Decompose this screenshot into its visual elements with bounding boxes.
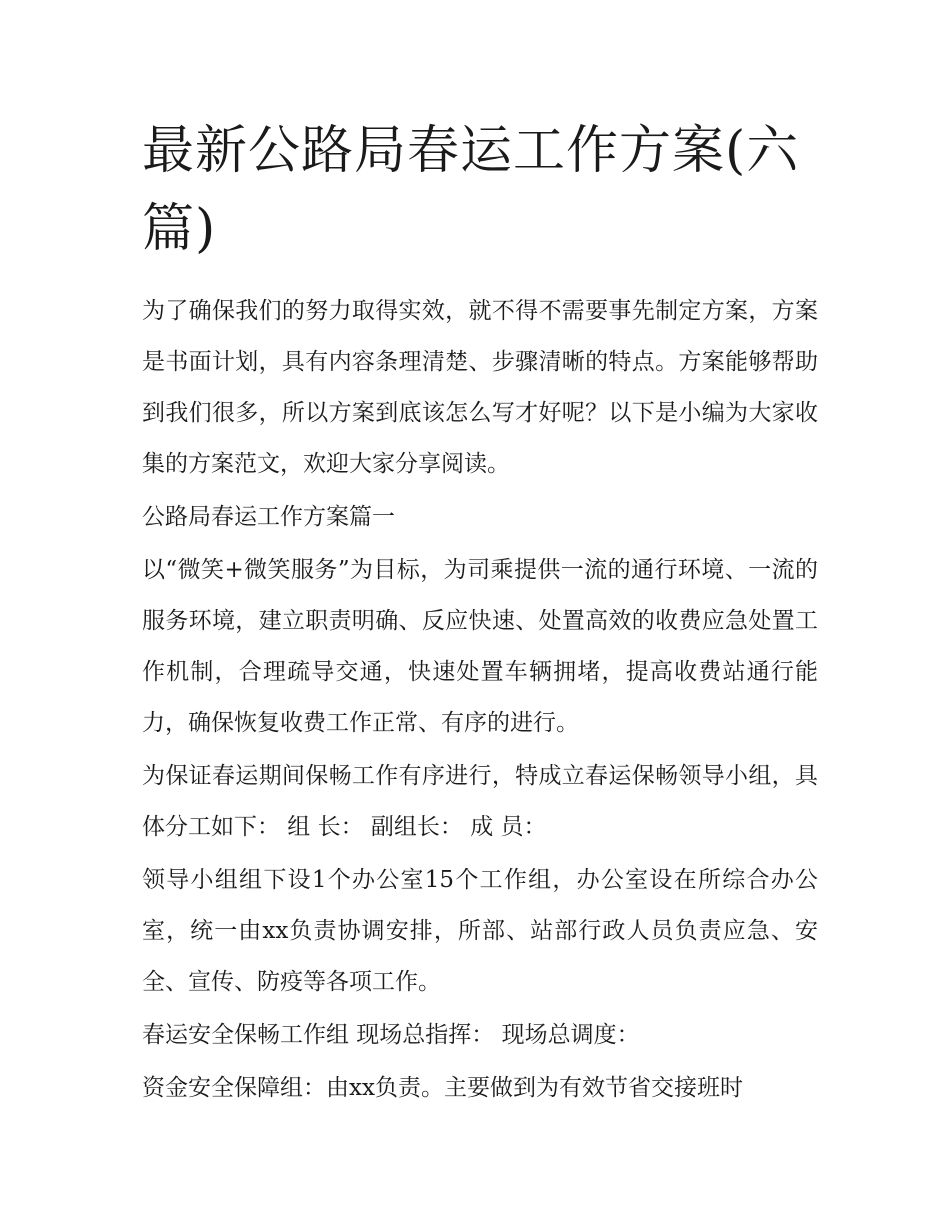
work-group-paragraph: 春运安全保畅工作组 现场总指挥： 现场总调度： [142, 1022, 640, 1048]
intro-paragraph: 为了确保我们的努力取得实效，就不得不需要事先制定方案，方案是书面计划，具有内容条理清楚、步骤清晰的特点。方案能够帮助到我们很多，所以方案到底该怎么写才好呢？以下是小编为大家收集的方案范文，欢迎大家分享阅读。 [142, 298, 818, 477]
document-body [142, 286, 818, 1114]
office-paragraph: 领导小组组下设1个办公室15个工作组，办公室设在所综合办公室，统一由xx负责协调安排，所部、站部行政人员负责应急、安全、宣传、防疫等各项工作。 [142, 867, 818, 995]
document-title: 最新公路局春运工作方案(六篇) [142, 121, 800, 259]
leadership-paragraph: 为保证春运期间保畅工作有序进行，特成立春运保畅领导小组，具体分工如下： 组 长： 副组长： 成 员： [142, 763, 818, 840]
goal-paragraph: 以“微笑+微笑服务”为目标，为司乘提供一流的通行环境、一流的服务环境，建立职责明确、反应快速、处置高效的收费应急处置工作机制，合理疏导交通，快速处置车辆拥堵，提高收费站通行能力，确保恢复收费工作正常、有序的进行。 [142, 557, 818, 736]
section-heading: 公路局春运工作方案篇一 [142, 504, 395, 530]
document-page [142, 112, 818, 1116]
funds-paragraph: 资金安全保障组：由xx负责。主要做到为有效节省交接班时 [142, 1075, 743, 1101]
